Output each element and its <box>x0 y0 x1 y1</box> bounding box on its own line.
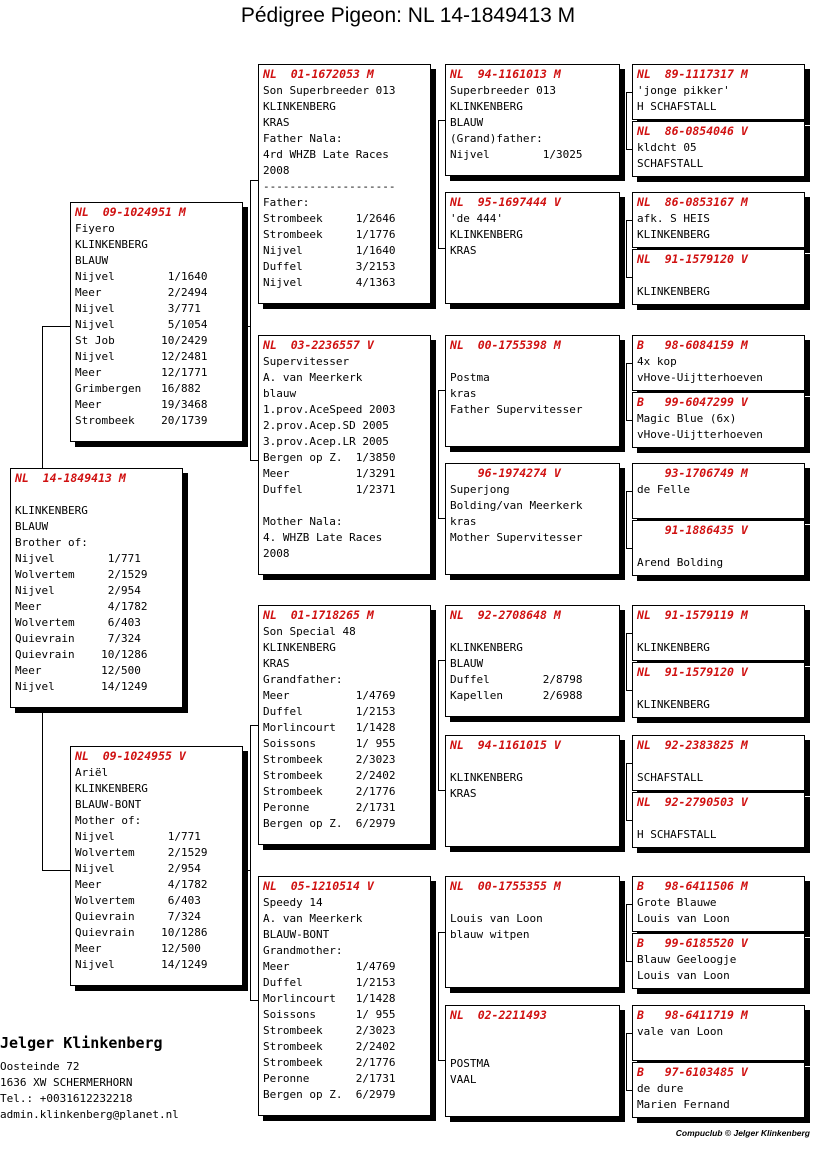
connector-line <box>626 491 627 548</box>
ring-number: NL 14-1849413 M <box>15 471 126 485</box>
connector-line <box>438 790 445 791</box>
ring-number: NL 01-1718265 M <box>263 608 374 622</box>
pigeon-details <box>633 951 804 984</box>
detail-line: KLINKENBERG <box>637 698 710 711</box>
detail-line: Magic Blue (6x) <box>637 412 737 425</box>
connector-line <box>243 326 250 327</box>
pigeon-card-fm <box>258 335 431 575</box>
detail-line <box>450 754 619 770</box>
pigeon-details <box>633 1080 804 1113</box>
detail-line: Meer 19/3468 <box>75 398 208 411</box>
connector-line <box>438 390 439 518</box>
pigeon-details <box>633 623 804 656</box>
owner-name: Jelger Klinkenberg <box>0 1034 163 1052</box>
detail-line: SCHAFSTALL <box>637 157 704 170</box>
detail-line: Grote Blauwe <box>637 896 717 909</box>
pigeon-card-g6 <box>632 392 805 448</box>
detail-line: (Grand)father: <box>450 132 543 145</box>
detail-line <box>263 498 430 514</box>
detail-line: Quievrain 10/1286 <box>75 926 208 939</box>
detail-line: Brother of: <box>15 536 88 549</box>
detail-line <box>15 487 182 503</box>
detail-line: Duffel 2/8798 <box>450 673 583 686</box>
detail-line: KLINKENBERG <box>637 285 710 298</box>
detail-line: BLAUW-BONT <box>75 798 142 811</box>
detail-line: KRAS <box>263 116 290 129</box>
detail-line: Mother Supervitesser <box>450 531 583 544</box>
pigeon-card-mf <box>258 605 431 845</box>
connector-line <box>438 518 445 519</box>
detail-line: BLAUW <box>450 116 484 129</box>
detail-line: Strombeek 2/2402 <box>263 769 396 782</box>
detail-line: KLINKENBERG <box>637 228 710 241</box>
pigeon-details <box>259 353 430 562</box>
detail-line <box>637 811 804 827</box>
pigeon-card-ffm <box>445 192 620 304</box>
detail-line: KRAS <box>263 657 290 670</box>
pigeon-card-g13 <box>632 876 805 932</box>
detail-line: Mother Nala: <box>263 515 343 528</box>
detail-line: Duffel 1/2153 <box>263 705 396 718</box>
pigeon-card-g12 <box>632 792 805 848</box>
pigeon-details <box>633 538 804 571</box>
detail-line: Grandmother: <box>263 944 343 957</box>
connector-line <box>250 460 258 461</box>
pigeon-details <box>633 1023 804 1040</box>
detail-line: Meer 1/4769 <box>263 960 396 973</box>
pigeon-details <box>633 894 804 927</box>
detail-line: de Felle <box>637 483 690 496</box>
ring-number: NL 09-1024955 V <box>75 749 186 763</box>
detail-line: KLINKENBERG <box>75 238 148 251</box>
detail-line: BLAUW <box>15 520 49 533</box>
pigeon-card-father <box>70 202 243 442</box>
pigeon-details <box>11 486 182 695</box>
connector-line <box>250 180 258 181</box>
owner-phone: Tel.: +0031612232218 <box>0 1092 133 1105</box>
detail-line: KLINKENBERG <box>450 100 523 113</box>
detail-line: Postma <box>450 371 490 384</box>
detail-line <box>450 1024 619 1040</box>
detail-line: KRAS <box>450 244 477 257</box>
detail-line: Blauw Geeloogje <box>637 953 737 966</box>
connector-line <box>438 1060 445 1061</box>
detail-line: Bergen op Z. 6/2979 <box>263 1088 396 1101</box>
pigeon-details <box>71 220 242 429</box>
pigeon-card-g4 <box>632 249 805 305</box>
ring-number: NL 03-2236557 V <box>263 338 374 352</box>
detail-line: Soissons 1/ 955 <box>263 737 396 750</box>
pigeon-card-mother <box>70 746 243 986</box>
ring-number: NL 91-1579120 V <box>637 665 748 679</box>
pigeon-details <box>633 139 804 172</box>
pigeon-details <box>446 82 619 163</box>
pigeon-details <box>633 267 804 300</box>
ring-number: NL 09-1024951 M <box>75 205 186 219</box>
pigeon-details <box>633 680 804 713</box>
connector-line <box>438 120 439 248</box>
footer-credit: Compuclub © Jelger Klinkenberg <box>675 1128 810 1138</box>
ring-number: NL 89-1117317 M <box>637 67 748 81</box>
ring-number: B 97-6103485 V <box>637 1065 748 1079</box>
detail-line: Father: <box>263 196 310 209</box>
connector-line <box>626 633 627 690</box>
detail-line: Superbreeder 013 <box>450 84 556 97</box>
connector-line <box>438 660 445 661</box>
detail-line: Wolvertem 6/403 <box>15 616 141 629</box>
detail-line: blauw witpen <box>450 928 530 941</box>
pigeon-card-mm <box>258 876 431 1116</box>
ring-number: NL 00-1755398 M <box>450 338 561 352</box>
detail-line: Louis van Loon <box>637 969 730 982</box>
detail-line: Strombeek 2/2402 <box>263 1040 396 1053</box>
ring-number: NL 00-1755355 M <box>450 879 561 893</box>
detail-line: 4rd WHZB Late Races <box>263 148 389 161</box>
connector-line <box>438 390 445 391</box>
ring-number: NL 02-2211493 <box>450 1008 547 1022</box>
detail-line: 1.prov.AceSpeed 2003 <box>263 403 396 416</box>
owner-email[interactable]: admin.klinkenberg@planet.nl <box>0 1108 179 1121</box>
detail-line: Father Nala: <box>263 132 343 145</box>
detail-line: kras <box>450 387 477 400</box>
detail-line: Nijvel 2/954 <box>15 584 141 597</box>
ring-number: 93-1706749 M <box>637 466 748 480</box>
pigeon-details <box>633 810 804 843</box>
detail-line: H SCHAFSTALL <box>637 828 717 841</box>
detail-line: 'jonge pikker' <box>637 84 730 97</box>
ring-number: NL 92-2383825 M <box>637 738 748 752</box>
connector-line <box>42 870 70 871</box>
detail-line: Nijvel 1/3025 <box>450 148 583 161</box>
owner-address: Oosteinde 72 <box>0 1060 80 1073</box>
detail-line: kldcht 05 <box>637 141 697 154</box>
detail-line: Mother of: <box>75 814 142 827</box>
detail-line: KLINKENBERG <box>450 771 523 784</box>
detail-line: 'de 444' <box>450 212 503 225</box>
pigeon-details <box>633 82 804 115</box>
detail-line <box>450 1040 619 1056</box>
page-title: Pédigree Pigeon: NL 14-1849413 M <box>240 4 576 27</box>
detail-line: 2008 <box>263 547 290 560</box>
detail-line: Strombeek 2/3023 <box>263 753 396 766</box>
pigeon-card-mff <box>445 605 620 717</box>
ring-number: NL 01-1672053 M <box>263 67 374 81</box>
pigeon-card-mmm <box>445 1005 620 1117</box>
pigeon-details <box>446 623 619 704</box>
detail-line: Nijvel 1/771 <box>75 830 201 843</box>
connector-line <box>438 932 445 933</box>
detail-line <box>637 539 804 555</box>
pigeon-card-g15 <box>632 1005 805 1061</box>
detail-line: H SCHAFSTALL <box>637 100 717 113</box>
ring-number: NL 86-0853167 M <box>637 195 748 209</box>
detail-line: vHove-Uijtterhoeven <box>637 428 763 441</box>
detail-line: BLAUW <box>450 657 484 670</box>
pigeon-card-mmf <box>445 876 620 988</box>
detail-line: KLINKENBERG <box>450 228 523 241</box>
ring-number: NL 86-0854046 V <box>637 124 748 138</box>
detail-line: Louis van Loon <box>637 912 730 925</box>
connector-line <box>42 326 43 468</box>
detail-line: Wolvertem 2/1529 <box>75 846 208 859</box>
detail-line: BLAUW-BONT <box>263 928 330 941</box>
detail-line: Meer 1/4769 <box>263 689 396 702</box>
detail-line: Marien Fernand <box>637 1098 730 1111</box>
ring-number: NL 91-1579119 M <box>637 608 748 622</box>
pigeon-details <box>446 894 619 943</box>
detail-line: Grandfather: <box>263 673 343 686</box>
pigeon-details <box>446 481 619 546</box>
ring-number: B 99-6185520 V <box>637 936 748 950</box>
pigeon-details <box>633 210 804 243</box>
detail-line: de dure <box>637 1082 684 1095</box>
pigeon-details <box>446 1023 619 1088</box>
detail-line: afk. S HEIS <box>637 212 710 225</box>
ring-number: NL 92-2708648 M <box>450 608 561 622</box>
pigeon-card-g3 <box>632 192 805 248</box>
pigeon-card-g10 <box>632 662 805 718</box>
pigeon-card-g9 <box>632 605 805 661</box>
detail-line: Supervitesser <box>263 355 350 368</box>
owner-city: 1636 XW SCHERMERHORN <box>0 1076 133 1089</box>
pigeon-details <box>633 481 804 498</box>
pigeon-card-g14 <box>632 933 805 989</box>
pigeon-card-fmf <box>445 335 620 447</box>
ring-number: 96-1974274 V <box>450 466 561 480</box>
connector-line <box>250 725 258 726</box>
pigeon-details <box>633 353 804 386</box>
connector-line <box>250 725 251 1000</box>
pigeon-card-ff <box>258 64 431 304</box>
detail-line: Morlincourt 1/1428 <box>263 721 396 734</box>
pigeon-card-g11 <box>632 735 805 791</box>
connector-line <box>250 180 251 460</box>
detail-line <box>637 681 804 697</box>
detail-line: Quievrain 7/324 <box>75 910 201 923</box>
detail-line: POSTMA <box>450 1057 490 1070</box>
detail-line <box>450 624 619 640</box>
detail-line: Louis van Loon <box>450 912 543 925</box>
connector-line <box>626 904 627 961</box>
pigeon-card-subject <box>10 468 183 708</box>
detail-line: BLAUW <box>75 254 109 267</box>
pigeon-card-g8 <box>632 520 805 576</box>
detail-line: A. van Meerkerk <box>263 371 363 384</box>
ring-number: NL 05-1210514 V <box>263 879 374 893</box>
detail-line: KLINKENBERG <box>75 782 148 795</box>
connector-line <box>626 92 627 149</box>
pigeon-card-g5 <box>632 335 805 391</box>
pigeon-details <box>259 894 430 1103</box>
detail-line: Strombeek 2/1776 <box>263 1056 396 1069</box>
connector-line <box>42 326 70 327</box>
connector-line <box>626 763 627 820</box>
detail-line: vale van Loon <box>637 1025 724 1038</box>
detail-line: Nijvel 1/1640 <box>75 270 208 283</box>
detail-line: Morlincourt 1/1428 <box>263 992 396 1005</box>
ring-number: B 98-6084159 M <box>637 338 748 352</box>
detail-line: Meer 12/500 <box>75 942 201 955</box>
detail-line: Nijvel 4/1363 <box>263 276 396 289</box>
detail-line: -------------------- <box>263 180 396 193</box>
ring-number: B 99-6047299 V <box>637 395 748 409</box>
pigeon-details <box>259 623 430 832</box>
detail-line <box>450 895 619 911</box>
pigeon-details <box>446 753 619 802</box>
detail-line: Duffel 1/2153 <box>263 976 396 989</box>
ring-number: B 98-6411719 M <box>637 1008 748 1022</box>
detail-line: Strombeek 20/1739 <box>75 414 208 427</box>
connector-line <box>626 363 627 420</box>
detail-line: Strombeek 1/2646 <box>263 212 396 225</box>
detail-line: vHove-Uijtterhoeven <box>637 371 763 384</box>
detail-line: A. van Meerkerk <box>263 912 363 925</box>
connector-line <box>438 248 445 249</box>
detail-line: Strombeek 2/1776 <box>263 785 396 798</box>
pigeon-card-fmm <box>445 463 620 575</box>
detail-line: Meer 12/500 <box>15 664 141 677</box>
connector-line <box>250 1000 258 1001</box>
detail-line: Nijvel 1/1640 <box>263 244 396 257</box>
pigeon-details <box>71 764 242 973</box>
detail-line: 4. WHZB Late Races <box>263 531 383 544</box>
detail-line: Father Supervitesser <box>450 403 583 416</box>
detail-line: 2.prov.Acep.SD 2005 <box>263 419 389 432</box>
detail-line: kras <box>450 515 477 528</box>
detail-line: KLINKENBERG <box>450 641 523 654</box>
detail-line: Bergen op Z. 1/3850 <box>263 451 396 464</box>
pigeon-card-fff <box>445 64 620 176</box>
detail-line: Peronne 2/1731 <box>263 801 396 814</box>
detail-line: KLINKENBERG <box>263 100 336 113</box>
detail-line: Wolvertem 6/403 <box>75 894 201 907</box>
detail-line <box>637 754 804 770</box>
detail-line: 4x kop <box>637 355 677 368</box>
detail-line: Meer 2/2494 <box>75 286 208 299</box>
detail-line: Kapellen 2/6988 <box>450 689 583 702</box>
pigeon-details <box>446 210 619 259</box>
detail-line: Nijvel 3/771 <box>75 302 201 315</box>
detail-line: Nijvel 14/1249 <box>15 680 148 693</box>
connector-line <box>438 660 439 790</box>
detail-line: Duffel 1/2371 <box>263 483 396 496</box>
detail-line: Meer 12/1771 <box>75 366 208 379</box>
ring-number: NL 91-1579120 V <box>637 252 748 266</box>
detail-line: blauw <box>263 387 297 400</box>
detail-line: Son Superbreeder 013 <box>263 84 396 97</box>
detail-line: Nijvel 1/771 <box>15 552 141 565</box>
ring-number: NL 95-1697444 V <box>450 195 561 209</box>
detail-line: Son Special 48 <box>263 625 356 638</box>
pigeon-details <box>633 753 804 786</box>
ring-number: 91-1886435 V <box>637 523 748 537</box>
detail-line: Soissons 1/ 955 <box>263 1008 396 1021</box>
detail-line <box>637 268 804 284</box>
detail-line: Nijvel 12/2481 <box>75 350 208 363</box>
connector-line <box>626 220 627 277</box>
detail-line: Duffel 3/2153 <box>263 260 396 273</box>
detail-line: Superjong <box>450 483 510 496</box>
detail-line: VAAL <box>450 1073 477 1086</box>
detail-line: Ariël <box>75 766 109 779</box>
detail-line: St Job 10/2429 <box>75 334 208 347</box>
detail-line: Arend Bolding <box>637 556 724 569</box>
pigeon-card-g1 <box>632 64 805 120</box>
detail-line: KLINKENBERG <box>15 504 88 517</box>
detail-line: Bolding/van Meerkerk <box>450 499 583 512</box>
pigeon-card-g7 <box>632 463 805 519</box>
detail-line: Quievrain 7/324 <box>15 632 141 645</box>
detail-line: Nijvel 14/1249 <box>75 958 208 971</box>
connector-line <box>438 120 445 121</box>
connector-line <box>42 708 43 870</box>
connector-line <box>243 870 250 871</box>
detail-line <box>450 354 619 370</box>
pigeon-card-mfm <box>445 735 620 847</box>
pigeon-details <box>633 410 804 443</box>
ring-number: NL 92-2790503 V <box>637 795 748 809</box>
detail-line: KLINKENBERG <box>263 641 336 654</box>
connector-line <box>438 932 439 1060</box>
detail-line: Fiyero <box>75 222 115 235</box>
detail-line: Meer 4/1782 <box>15 600 148 613</box>
pigeon-card-g2 <box>632 121 805 177</box>
detail-line: SCHAFSTALL <box>637 771 704 784</box>
detail-line: 3.prov.Acep.LR 2005 <box>263 435 389 448</box>
detail-line: KLINKENBERG <box>637 641 710 654</box>
detail-line: Speedy 14 <box>263 896 323 909</box>
pigeon-card-g16 <box>632 1062 805 1118</box>
detail-line: Nijvel 5/1054 <box>75 318 208 331</box>
connector-line <box>626 1033 627 1090</box>
detail-line: Meer 1/3291 <box>263 467 396 480</box>
ring-number: NL 94-1161013 M <box>450 67 561 81</box>
detail-line: Nijvel 2/954 <box>75 862 201 875</box>
pigeon-details <box>446 353 619 418</box>
pigeon-details <box>259 82 430 291</box>
detail-line: Meer 4/1782 <box>75 878 208 891</box>
ring-number: B 98-6411506 M <box>637 879 748 893</box>
detail-line: Strombeek 1/1776 <box>263 228 396 241</box>
detail-line: Strombeek 2/3023 <box>263 1024 396 1037</box>
detail-line: KRAS <box>450 787 477 800</box>
detail-line: 2008 <box>263 164 290 177</box>
ring-number: NL 94-1161015 V <box>450 738 561 752</box>
detail-line <box>637 624 804 640</box>
detail-line: Grimbergen 16/882 <box>75 382 201 395</box>
detail-line: Quievrain 10/1286 <box>15 648 148 661</box>
detail-line: Wolvertem 2/1529 <box>15 568 148 581</box>
detail-line: Peronne 2/1731 <box>263 1072 396 1085</box>
detail-line: Bergen op Z. 6/2979 <box>263 817 396 830</box>
